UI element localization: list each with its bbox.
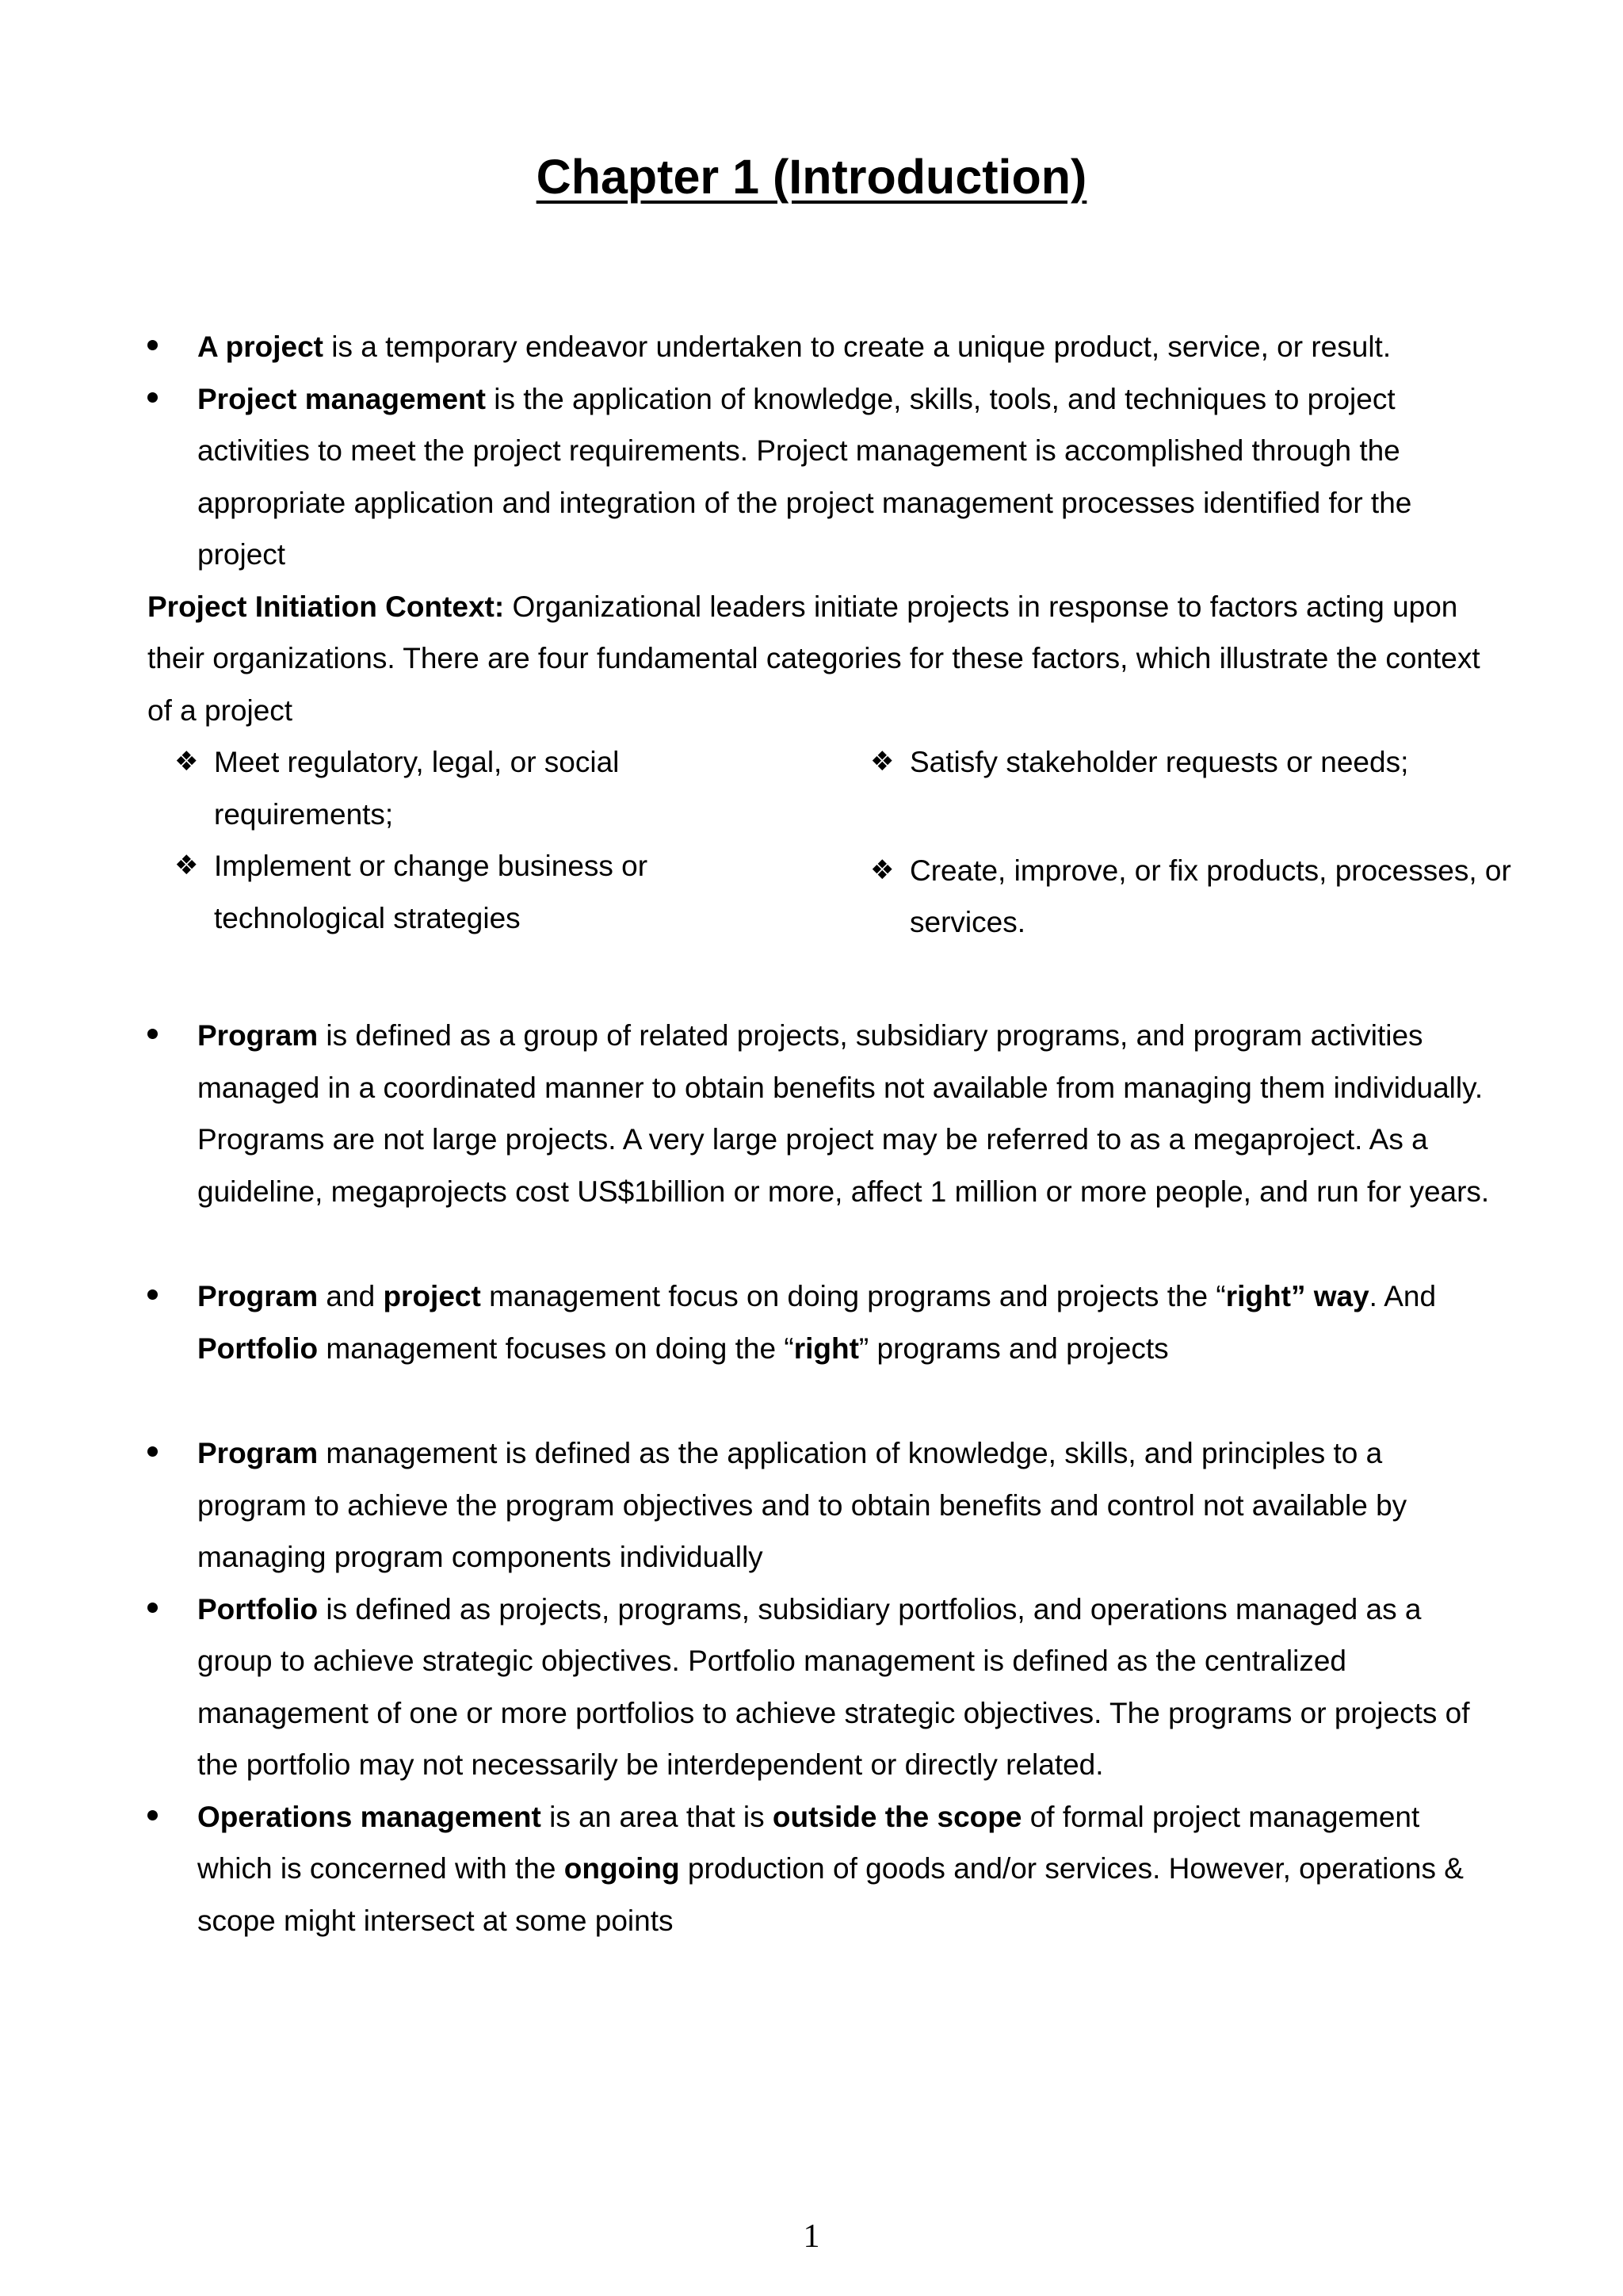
- bullet-text: Programs are not large projects. A very large project may be referred to as a megaproject. As a: [197, 1123, 1428, 1156]
- diamond-bullet-icon: ❖: [870, 746, 895, 777]
- bullet-dot: [147, 340, 158, 350]
- bullet-text: management focus on doing programs and projects the “: [480, 1280, 1226, 1312]
- initiation-paragraph: [147, 581, 1542, 737]
- term-program: Program: [197, 1437, 319, 1469]
- term-portfolio: Portfolio: [197, 1331, 319, 1365]
- diamond-bullet-icon: ❖: [174, 850, 199, 881]
- program-section: [147, 1010, 1542, 1217]
- bullet-text: managing program components individually: [197, 1541, 763, 1573]
- term-operations-management: Operations management: [197, 1800, 541, 1833]
- term-program: Program: [197, 1019, 319, 1052]
- factor-text: Create, improve, or fix products, processes, or: [910, 854, 1511, 887]
- right-way-section: [147, 1270, 1542, 1374]
- bullet-text: the portfolio may not necessarily be interdependent or directly related.: [197, 1748, 1104, 1781]
- bullet-text: group to achieve strategic objectives. Portfolio management is defined as the centralized: [197, 1645, 1346, 1677]
- bullet-portfolio: [147, 1584, 1542, 1791]
- bullet-text: program to achieve the program objectives and to obtain benefits and control not available by: [197, 1488, 1407, 1522]
- term-ongoing: ongoing: [563, 1852, 680, 1885]
- bullet-dot: [147, 392, 158, 403]
- bullet-text: and: [318, 1280, 384, 1312]
- factor-text: requirements;: [214, 797, 394, 831]
- page-title: Chapter 1 (Introduction): [536, 150, 1087, 204]
- bullet-project: [147, 321, 1542, 373]
- bullet-text: project: [197, 538, 286, 571]
- term-program: Program: [197, 1280, 319, 1312]
- term-project-management: Project management: [197, 382, 486, 415]
- bullet-dot: [147, 1289, 158, 1300]
- bullet-text: is an area that is: [540, 1800, 773, 1833]
- bullet-text: . And: [1369, 1280, 1437, 1312]
- bullet-program: [147, 1010, 1542, 1217]
- bullet-text: production of goods and/or services. However, operations &: [679, 1852, 1464, 1885]
- bullet-text: managed in a coordinated manner to obtain benefits not available from managing them individually.: [197, 1071, 1484, 1104]
- paragraph-text: Organizational leaders initiate projects in response to factors acting upon: [504, 590, 1458, 623]
- definitions-section: [147, 1427, 1542, 1946]
- term-right-way: right” way: [1225, 1280, 1369, 1312]
- bullet-text: is defined as projects, programs, subsidiary portfolios, and operations managed as a: [318, 1592, 1422, 1626]
- factor-item: [857, 845, 1542, 949]
- bullet-text: guideline, megaprojects cost US$1billion or more, affect 1 million or more people, and run for years.: [197, 1175, 1490, 1208]
- bullet-dot: [147, 1029, 158, 1039]
- factor-text: technological strategies: [214, 901, 521, 934]
- bullet-dot: [147, 1603, 158, 1613]
- bullet-text: management focuses on doing the “: [318, 1331, 794, 1365]
- factor-item: [857, 736, 1542, 789]
- bullet-text: is a temporary endeavor undertaken to create a unique product, service, or result.: [323, 330, 1392, 363]
- bullet-text: management of one or more portfolios to achieve strategic objectives. The programs or projects of: [197, 1696, 1470, 1729]
- term-project: A project: [197, 330, 323, 363]
- bullet-right-way: [147, 1270, 1542, 1374]
- intro-section: [147, 321, 1542, 736]
- bullet-text: appropriate application and integration of the project management processes identified for the: [197, 486, 1412, 519]
- paragraph-text: of a project: [147, 693, 293, 727]
- factor-column-left: [162, 736, 812, 944]
- factor-item: [162, 840, 812, 944]
- bullet-text: activities to meet the project requirements. Project management is accomplished through the: [197, 434, 1400, 467]
- bullet-operations-management: [147, 1791, 1542, 1947]
- bullet-text: management is defined as the application of knowledge, skills, and principles to a: [318, 1437, 1383, 1469]
- term-initiation-context: Project Initiation Context:: [147, 590, 505, 623]
- factor-text: Implement or change business or: [214, 850, 648, 882]
- term-project: project: [383, 1280, 481, 1312]
- factor-column-right: [857, 736, 1542, 949]
- bullet-text: is defined as a group of related projects, subsidiary programs, and program activities: [318, 1019, 1423, 1052]
- bullet-project-management: [147, 373, 1542, 581]
- bullet-text: is the application of knowledge, skills, tools, and techniques to project: [485, 382, 1396, 415]
- diamond-bullet-icon: ❖: [870, 854, 895, 886]
- bullet-text: scope might intersect at some points: [197, 1904, 674, 1937]
- factor-item: [162, 736, 812, 840]
- bullet-text: ” programs and projects: [858, 1331, 1169, 1365]
- bullet-dot: [147, 1446, 158, 1457]
- factor-list: [147, 736, 1542, 942]
- bullet-text: of formal project management: [1022, 1800, 1420, 1833]
- paragraph-text: their organizations. There are four fundamental categories for these factors, which illustrate the context: [147, 642, 1480, 674]
- term-portfolio: Portfolio: [197, 1592, 319, 1626]
- bullet-dot: [147, 1810, 158, 1820]
- factor-text: Meet regulatory, legal, or social: [214, 746, 620, 778]
- page-number: 1: [803, 2218, 820, 2255]
- factor-text: services.: [910, 906, 1025, 938]
- bullet-text: which is concerned with the: [197, 1852, 564, 1885]
- diamond-bullet-icon: ❖: [174, 746, 199, 777]
- factor-text: Satisfy stakeholder requests or needs;: [910, 746, 1409, 778]
- term-right: right: [793, 1331, 859, 1365]
- term-outside-scope: outside the scope: [772, 1800, 1022, 1833]
- bullet-program-management: [147, 1427, 1542, 1584]
